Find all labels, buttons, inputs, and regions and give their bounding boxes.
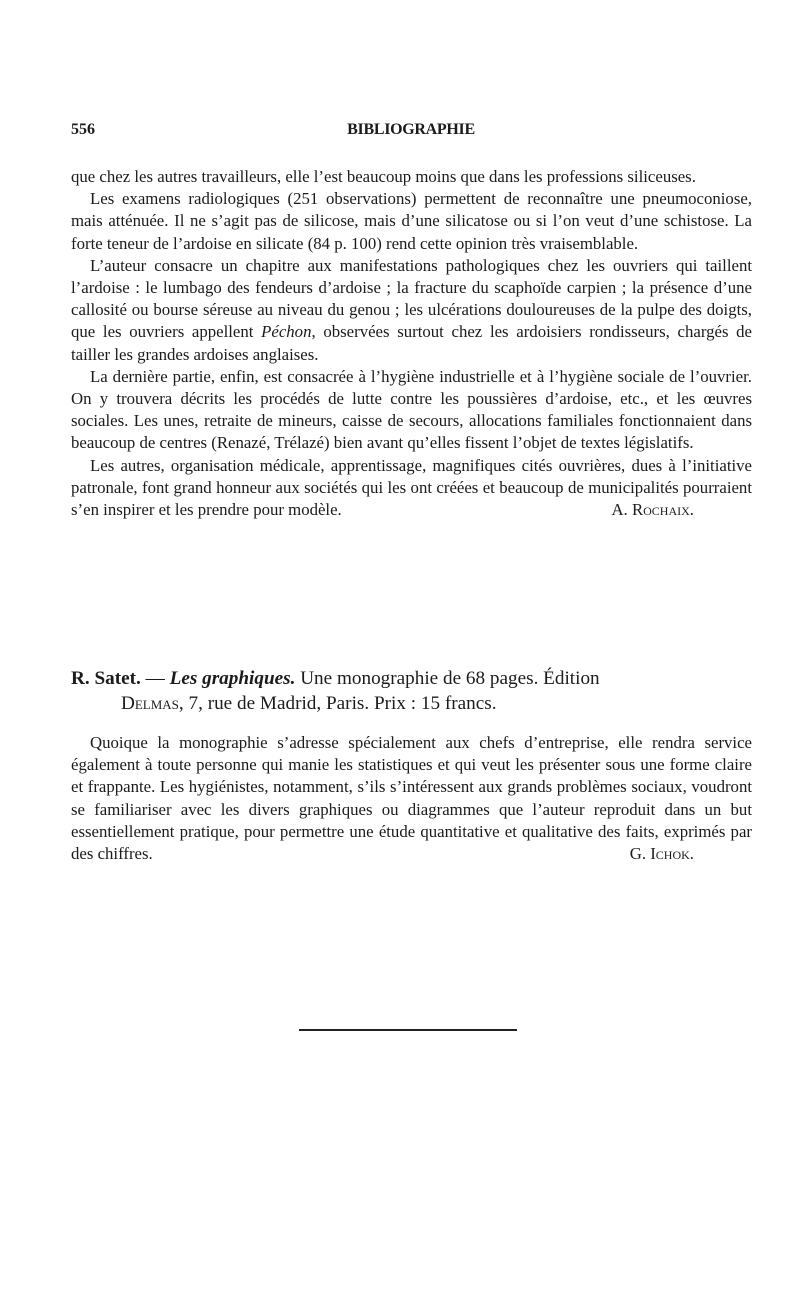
heading-line-2 — [71, 691, 752, 716]
section-divider-rule — [299, 1029, 517, 1031]
signature-line-2 — [71, 843, 752, 865]
heading-line-1 — [71, 666, 752, 691]
review-ichok — [71, 732, 752, 865]
page-number: 556 — [71, 121, 95, 138]
paragraph-pathology — [71, 255, 752, 366]
review-author: R. Satet. — [71, 668, 141, 689]
page-header — [71, 121, 751, 143]
signature-ichok: G. Ichok. — [629, 844, 694, 864]
pathology-tail: , observées surtout chez les ardoisiers rondisseurs, chargés de tailler les grandes ardoises anglaises. — [71, 322, 753, 364]
organisation-text: Les autres, organisation médicale, apprentissage, magnifiques cités ouvrières, dues à l’initiative patronale, font grand honneur aux sociétés qui les ont créées et beaucoup de municipalités pourraient s’en inspirer et les prendre pour modèle. — [71, 455, 752, 520]
pechon-term: Péchon — [261, 322, 312, 342]
book-title: Les graphiques. — [169, 668, 296, 689]
heading-dash: — — [140, 668, 170, 689]
signature-rochaix: A. Rochaix. — [611, 500, 694, 520]
publisher-address: , 7, rue de Madrid, Paris. Prix : 15 francs. — [178, 693, 497, 714]
paragraph-continuation: que chez les autres travailleurs, elle l’est beaucoup moins que dans les professions siliceuses. — [71, 167, 696, 186]
pathology-text: L’auteur consacre un chapitre aux manifestations pathologiques chez les ouvriers qui taillent l’ardoise : le lumbago des fendeurs d’ardoise ; la fracture du scaphoïde carpien ; la présence d’une callosité ou bourse séreuse au niveau du genou ; les ulcérations douloureuses de la pulpe des doigts, que les ouvriers appellent — [71, 255, 752, 342]
paragraph-hygiene: La dernière partie, enfin, est consacrée à l’hygiène industrielle et à l’hygiène sociale de l’ouvrier. On y trouvera décrits les procédés de lutte contre les poussières d’ardoise, etc., et les œuvres sociales. Les unes, retraite de mineurs, caisse de secours, allocations familiales fonctionnaient dans beaucoup de centres (Renazé, Trélazé) bien avant qu’elles fissent l’objet de textes législatifs. — [71, 366, 752, 453]
running-title: BIBLIOGRAPHIE — [347, 121, 475, 138]
paragraph-graphiques: Quoique la monographie s’adresse spécialement aux chefs d’entreprise, elle rendra service également à toute personne qui manie les statistiques et qui veut les présenter sous une forme claire et frappante. Les hygiénistes, notamment, s’ils s’intéressent aux grands problèmes sociaux, voudront se familiariser avec les divers graphiques ou diagrammes que l’auteur reproduit dans un but essentiellement pratique, pour permettre une étude quantitative et qualitative des faits, exprimés par des chiffres. — [71, 733, 752, 864]
book-details: Une monographie de 68 pages. Édition — [295, 668, 600, 689]
review-heading — [71, 666, 752, 716]
paragraph-radiology: Les examens radiologiques (251 observations) permettent de reconnaître une pneumoconiose, mais atténuée. Il ne s’agit pas de silicose, mais d’une silicatose ou si l’on veut d’une schistose. La forte teneur de l’ardoise en silicate (84 p. 100) rend cette opinion très vraisemblable. — [71, 189, 752, 253]
review-rochaix — [71, 166, 752, 521]
publisher-name: Delmas — [121, 693, 179, 714]
